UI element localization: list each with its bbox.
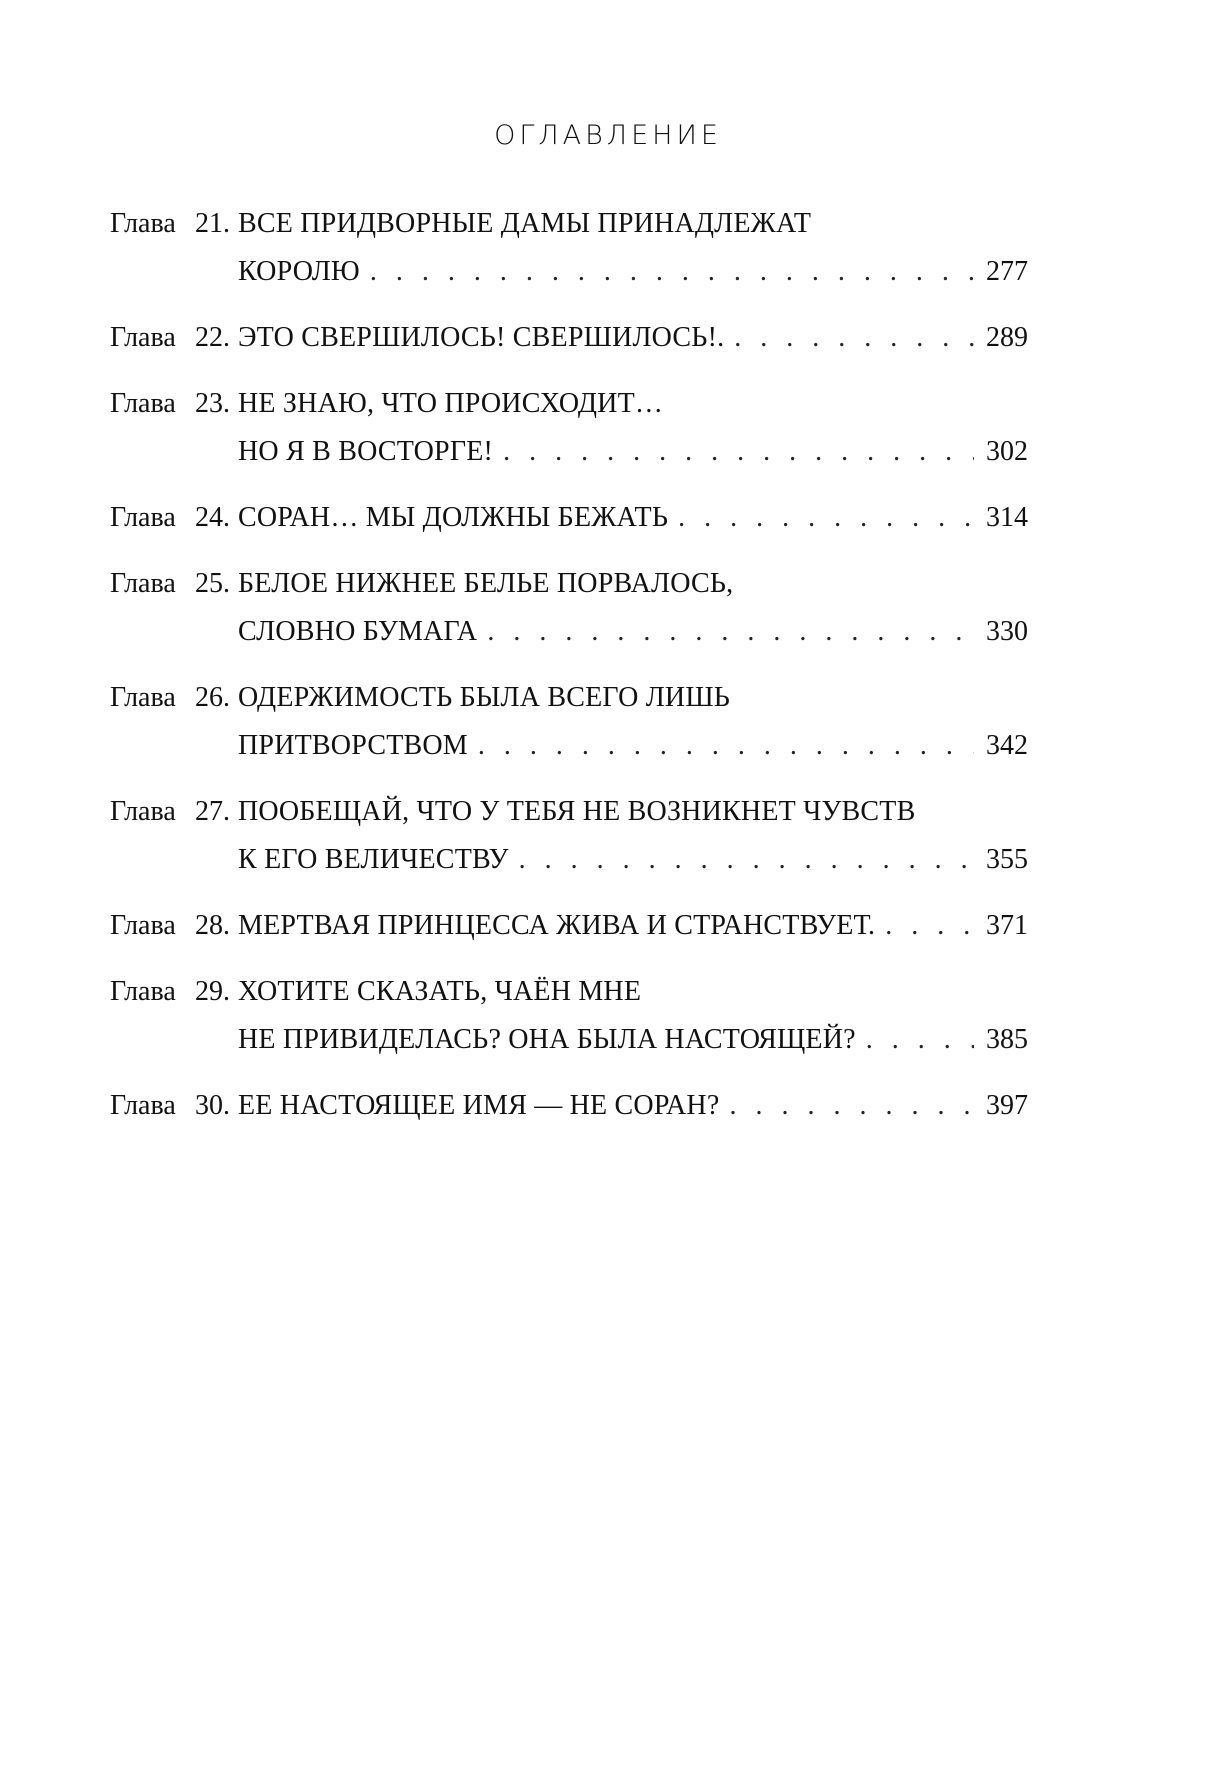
toc-entry-first-line bbox=[110, 494, 1028, 542]
toc-entry-first-line bbox=[110, 314, 1028, 362]
toc-entry[interactable] bbox=[110, 494, 1028, 542]
toc-entry[interactable] bbox=[110, 314, 1028, 362]
page-number: 371 bbox=[986, 910, 1028, 941]
chapter-number: 21. bbox=[195, 208, 230, 239]
chapter-title: КОРОЛЮ bbox=[238, 256, 360, 287]
chapter-title: НЕ ПРИВИДЕЛАСЬ? ОНА БЫЛА НАСТОЯЩЕЙ? bbox=[238, 1024, 856, 1055]
chapter-prefix: Глава bbox=[110, 1090, 176, 1121]
chapter-title: ПРИТВОРСТВОМ bbox=[238, 730, 468, 761]
toc-entry[interactable] bbox=[110, 380, 1028, 476]
dot-leader bbox=[729, 1082, 974, 1130]
chapter-number: 28. bbox=[195, 910, 230, 941]
chapter-prefix: Глава bbox=[110, 910, 176, 941]
toc-heading: ОГЛАВЛЕНИЕ bbox=[494, 120, 722, 151]
page-number: 277 bbox=[986, 256, 1028, 287]
chapter-number: 25. bbox=[195, 568, 230, 599]
page-number: 342 bbox=[986, 730, 1028, 761]
page-number: 289 bbox=[986, 322, 1028, 353]
page-number: 355 bbox=[986, 844, 1028, 875]
chapter-prefix: Глава bbox=[110, 502, 176, 533]
dot-leader bbox=[519, 836, 974, 884]
chapter-title: ОДЕРЖИМОСТЬ БЫЛА ВСЕГО ЛИШЬ bbox=[238, 682, 731, 713]
toc-entry-first-line bbox=[110, 200, 1028, 248]
chapter-title: ПООБЕЩАЙ, ЧТО У ТЕБЯ НЕ ВОЗНИКНЕТ ЧУВСТВ bbox=[238, 796, 916, 827]
chapter-title: СЛОВНО БУМАГА bbox=[238, 616, 478, 647]
chapter-number: 27. bbox=[195, 796, 230, 827]
toc-entry[interactable] bbox=[110, 560, 1028, 656]
chapter-prefix: Глава bbox=[110, 208, 176, 239]
toc-entry-first-line bbox=[110, 788, 1028, 836]
chapter-prefix: Глава bbox=[110, 568, 176, 599]
chapter-title: ВСЕ ПРИДВОРНЫЕ ДАМЫ ПРИНАДЛЕЖАТ bbox=[238, 208, 812, 239]
chapter-prefix: Глава bbox=[110, 682, 176, 713]
page-number: 385 bbox=[986, 1024, 1028, 1055]
toc-entry-continuation-line bbox=[110, 836, 1028, 884]
dot-leader bbox=[734, 314, 974, 362]
chapter-title: К ЕГО ВЕЛИЧЕСТВУ bbox=[238, 844, 509, 875]
chapter-title: ЭТО СВЕРШИЛОСЬ! СВЕРШИЛОСЬ!. bbox=[238, 322, 725, 353]
dot-leader bbox=[487, 608, 974, 656]
chapter-number: 22. bbox=[195, 322, 230, 353]
dot-leader bbox=[478, 722, 974, 770]
chapter-title: НО Я В ВОСТОРГЕ! bbox=[238, 436, 494, 467]
chapter-number: 30. bbox=[195, 1090, 230, 1121]
toc-entry-first-line bbox=[110, 674, 1028, 722]
chapter-prefix: Глава bbox=[110, 976, 176, 1007]
chapter-title: НЕ ЗНАЮ, ЧТО ПРОИСХОДИТ… bbox=[238, 388, 664, 419]
dot-leader bbox=[370, 248, 974, 296]
dot-leader bbox=[866, 1016, 974, 1064]
toc-entry[interactable] bbox=[110, 968, 1028, 1064]
chapter-number: 24. bbox=[195, 502, 230, 533]
page-number: 330 bbox=[986, 616, 1028, 647]
toc-entry-continuation-line bbox=[110, 1016, 1028, 1064]
toc-entry-continuation-line bbox=[110, 722, 1028, 770]
toc-list bbox=[110, 200, 1028, 1148]
toc-entry-continuation-line bbox=[110, 608, 1028, 656]
page-number: 314 bbox=[986, 502, 1028, 533]
toc-entry-first-line bbox=[110, 902, 1028, 950]
toc-entry[interactable] bbox=[110, 1082, 1028, 1130]
chapter-number: 23. bbox=[195, 388, 230, 419]
dot-leader bbox=[503, 428, 974, 476]
toc-entry-continuation-line bbox=[110, 428, 1028, 476]
page-number: 397 bbox=[986, 1090, 1028, 1121]
chapter-number: 26. bbox=[195, 682, 230, 713]
toc-entry[interactable] bbox=[110, 200, 1028, 296]
chapter-prefix: Глава bbox=[110, 322, 176, 353]
toc-entry-first-line bbox=[110, 560, 1028, 608]
chapter-number: 29. bbox=[195, 976, 230, 1007]
chapter-title: ЕЕ НАСТОЯЩЕЕ ИМЯ — НЕ СОРАН? bbox=[238, 1090, 720, 1121]
chapter-title: ХОТИТЕ СКАЗАТЬ, ЧАЁН МНЕ bbox=[238, 976, 642, 1007]
chapter-title: СОРАН… МЫ ДОЛЖНЫ БЕЖАТЬ bbox=[238, 502, 669, 533]
toc-entry[interactable] bbox=[110, 788, 1028, 884]
page-number: 302 bbox=[986, 436, 1028, 467]
dot-leader bbox=[678, 494, 974, 542]
dot-leader bbox=[885, 902, 974, 950]
toc-entry[interactable] bbox=[110, 902, 1028, 950]
toc-entry-first-line bbox=[110, 1082, 1028, 1130]
toc-entry-first-line bbox=[110, 380, 1028, 428]
toc-entry-first-line bbox=[110, 968, 1028, 1016]
chapter-title: МЕРТВАЯ ПРИНЦЕССА ЖИВА И СТРАНСТВУЕТ. bbox=[238, 910, 876, 941]
toc-entry[interactable] bbox=[110, 674, 1028, 770]
chapter-prefix: Глава bbox=[110, 388, 176, 419]
chapter-title: БЕЛОЕ НИЖНЕЕ БЕЛЬЕ ПОРВАЛОСЬ, bbox=[238, 568, 734, 599]
toc-entry-continuation-line bbox=[110, 248, 1028, 296]
chapter-prefix: Глава bbox=[110, 796, 176, 827]
